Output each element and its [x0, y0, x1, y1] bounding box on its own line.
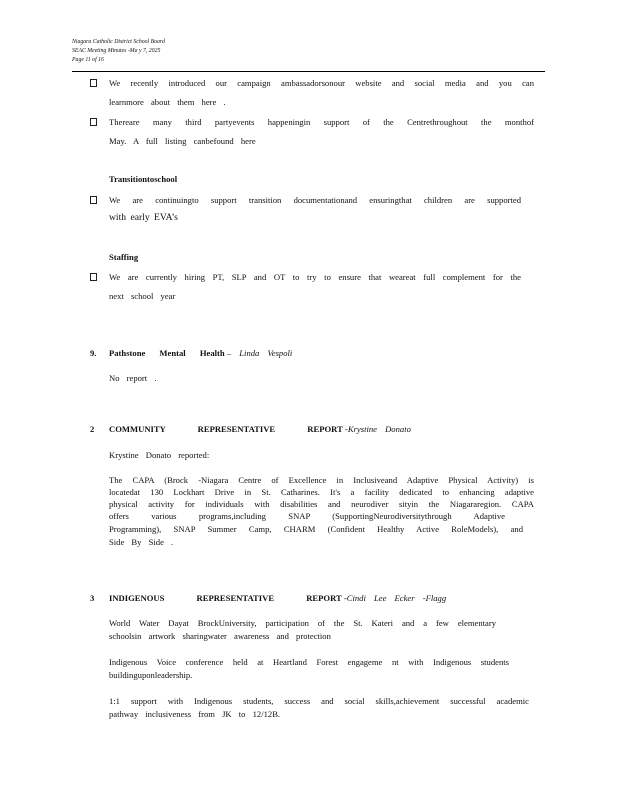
section-title: Pathstone Mental Health	[109, 348, 225, 358]
staffing-line2: next school year	[109, 291, 176, 301]
section-number: 3	[90, 593, 95, 603]
indigenous-item3-line1: 1:1 support with Indigenous students, success and social skills,achievement successful academic	[109, 696, 529, 706]
staffing-line1: We are currently hiring PT, SLP and OT to try to ensure that weareat full complement for the	[109, 272, 521, 282]
indigenous-item2-line2: buildinguponleadership.	[109, 670, 193, 680]
bullet-campaign-line1: We recently introduced our campaign ambassadorsonour website and social media and you can	[109, 78, 534, 88]
transition-line1: We are continuingto support transition documentationand ensuringthat children are supported	[109, 195, 521, 205]
bullet-icon	[90, 118, 97, 126]
bullet-icon	[90, 273, 97, 281]
indigenous-item1-line2: schoolsin artwork sharingwater awareness and protection	[109, 631, 331, 641]
header-organization: Niagara Catholic District School Board	[72, 39, 165, 45]
section-heading-indigenous	[109, 593, 549, 603]
community-para-line3: physical activity for individuals with disabilities and neurodiver sityin the Niagararegion. CAPA	[109, 499, 534, 509]
community-para-line4: offers various programs,including SNAP (SupportingNeurodiversitythrough Adaptive	[109, 511, 505, 521]
bullet-icon	[90, 79, 97, 87]
bullet-icon	[90, 196, 97, 204]
section-author: -Cindi Lee Ecker -Flagg	[343, 593, 447, 603]
community-reported: Krystine Donato reported:	[109, 450, 210, 460]
section-heading-pathstone	[109, 348, 549, 358]
section-number: 2	[90, 424, 95, 434]
section-title: INDIGENOUS REPRESENTATIVE REPORT	[109, 593, 342, 603]
indigenous-item3-line2: pathway inclusiveness from JK to 12/12B.	[109, 709, 281, 719]
section-number: 9.	[90, 348, 97, 358]
header-meeting: SEAC Meeting Minutes -Ma y 7, 2025	[72, 48, 161, 54]
bullet-events-line2: May. A full listing canbefound here	[109, 136, 256, 146]
indigenous-item1-line1: World Water Dayat BrockUniversity, participation of the St. Kateri and a few elementary	[109, 618, 496, 628]
section-body: No report .	[109, 373, 157, 383]
community-para-line1: The CAPA (Brock -Niagara Centre of Excellence in Inclusiveand Adaptive Physical Activity) is	[109, 475, 534, 485]
bullet-events-line1: Thereare many third partyevents happeningin support of the Centrethroughout the monthof	[109, 117, 534, 127]
staffing-heading: Staffing	[109, 252, 139, 262]
community-para-line5: Programming), SNAP Summer Camp, CHARM (Confident Healthy Active RoleModels), and	[109, 524, 523, 534]
community-para-line6: Side By Side .	[109, 537, 174, 547]
section-author: – Linda Vespoli	[226, 348, 293, 358]
bullet-campaign-line2: learnmore about them here .	[109, 97, 226, 107]
header-page-number: Page 11 of 16	[72, 57, 104, 63]
header-divider	[72, 71, 545, 72]
indigenous-item2-line1: Indigenous Voice conference held at Heartland Forest engageme nt with Indigenous students	[109, 657, 509, 667]
section-author: -Krystine Donato	[344, 424, 411, 434]
transition-line2: with early EVA’s	[109, 212, 178, 223]
section-heading-community	[109, 424, 549, 434]
transition-heading: Transitiontoschool	[109, 174, 178, 184]
section-title: COMMUNITY REPRESENTATIVE REPORT	[109, 424, 343, 434]
community-para-line2: locatedat 130 Lockhart Drive in St. Catharines. It's a facility dedicated to enhancing adaptive	[109, 487, 534, 497]
